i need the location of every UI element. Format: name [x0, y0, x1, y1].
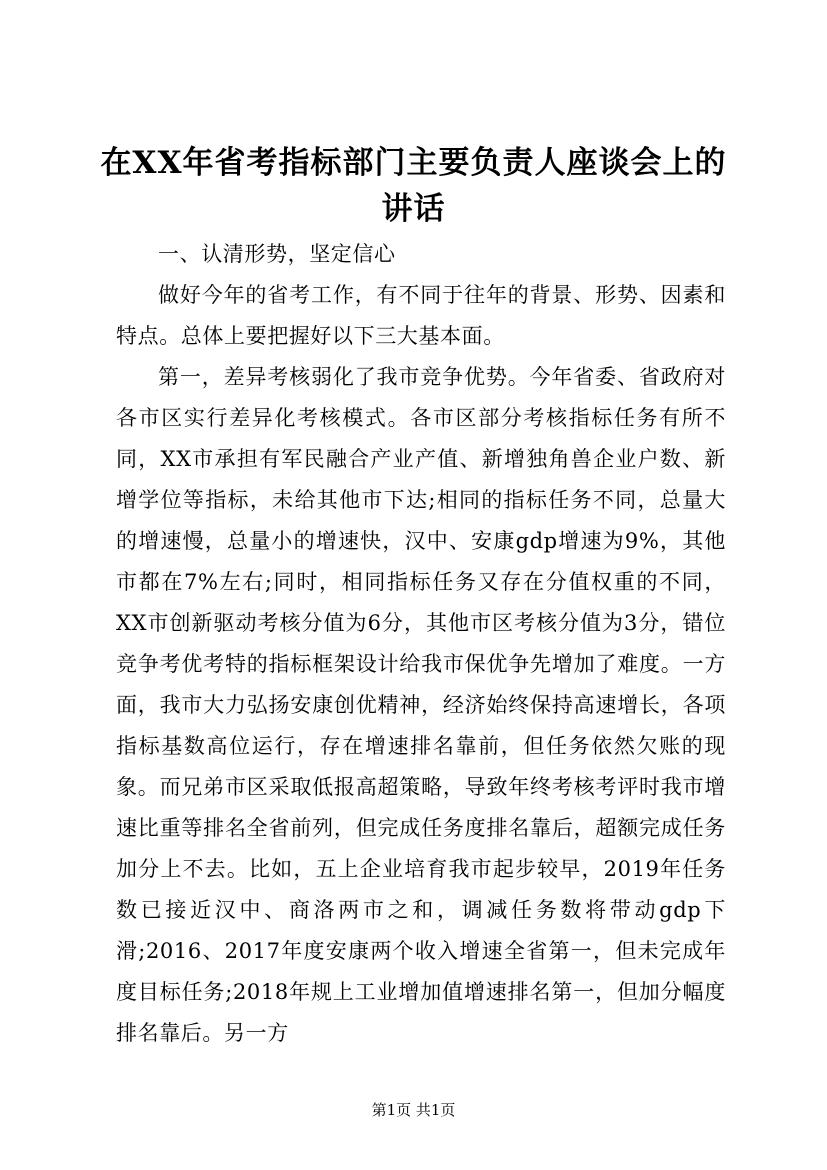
- paragraph: 做好今年的省考工作，有不同于往年的背景、形势、因素和特点。总体上要把握好以下三大基本面。: [116, 283, 726, 348]
- document-title: 在XX年省考指标部门主要负责人座谈会上的讲话: [100, 145, 727, 227]
- section-heading: 一、认清形势，坚定信心: [158, 242, 396, 266]
- paragraph: 第一，差异考核弱化了我市竞争优势。今年省委、省政府对各市区实行差异化考核模式。各市区部分考核指标任务有所不同，XX市承担有军民融合产业产值、新增独角兽企业户数、新增学位等指标，未给其他市下达;相同的指标任务不同，总量大的增速慢，总量小的增速快，汉中、安康gdp增速为9%，其他市都在7%左右;同时，相同指标任务又存在分值权重的不同，XX市创新驱动考核分值为6分，其他市区考核分值为3分，错位竞争考优考特的指标框架设计给我市保优争先增加了难度。一方面，我市大力弘扬安康创优精神，经济始终保持高速增长，各项指标基数高位运行，存在增速排名靠前，但任务依然欠账的现象。而兄弟市区采取低报高超策略，导致年终考核考评时我市增速比重等排名全省前列，但完成任务度排名靠后，超额完成任务加分上不去。比如，五上企业培育我市起步较早，2019年任务数已接近汉中、商洛两市之和，调减任务数将带动gdp下滑;2016、2017年度安康两个收入增速全省第一，但未完成年度目标任务;2018年规上工业增加值增速排名第一，但加分幅度排名靠后。另一方: [116, 365, 726, 1045]
- page-footer: 第1页 共1页: [371, 1101, 456, 1119]
- document-body: [116, 234, 726, 1054]
